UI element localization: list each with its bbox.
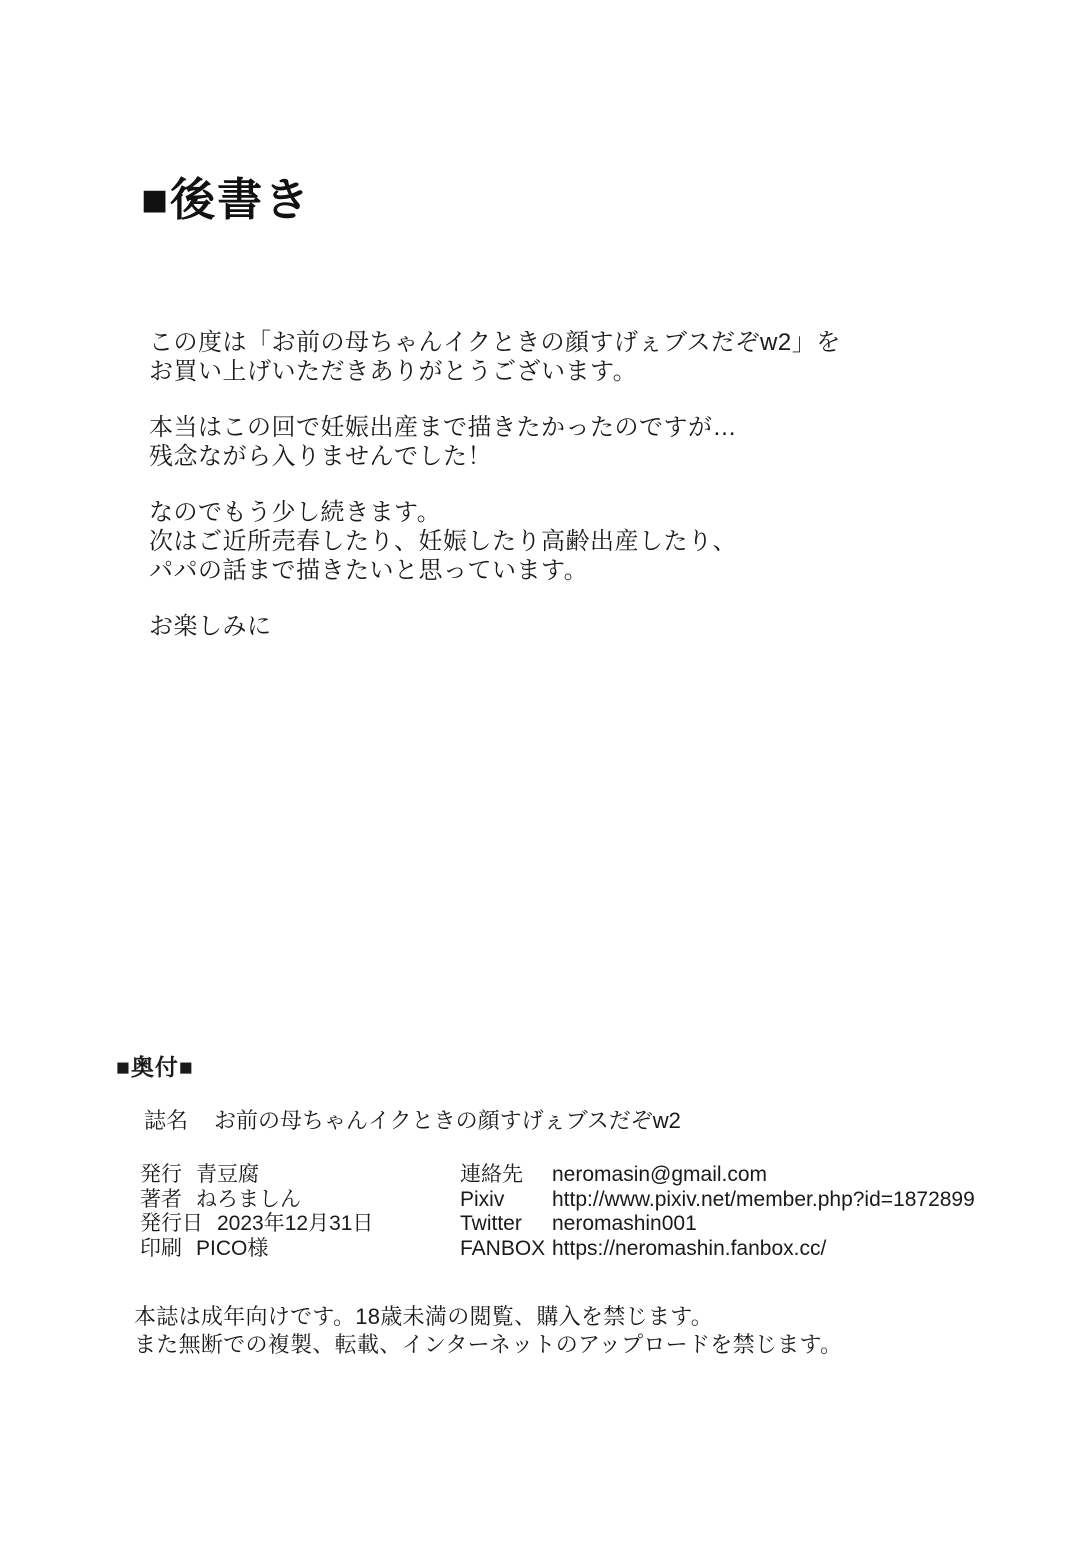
text-line: この度は「お前の母ちゃんイクときの顔すげぇブスだぞw2」を [149, 329, 841, 356]
afterword-body [149, 301, 949, 668]
colophon-publisher-column [140, 1163, 373, 1261]
magazine-title-row [144, 1104, 681, 1135]
colophon-row-label: FANBOX [460, 1236, 546, 1260]
fanbox-url: https://neromashin.fanbox.cc/ [552, 1236, 827, 1260]
colophon-row-contact-email [460, 1163, 975, 1188]
twitter-handle: neromashin001 [552, 1212, 697, 1235]
colophon-row-value: ねろましん [196, 1187, 301, 1211]
text-line: お楽しみに [149, 613, 272, 640]
text-line: 残念ながら入りませんでした！ [149, 443, 492, 470]
colophon-row-fanbox [460, 1237, 975, 1262]
magazine-title-label: 誌名 [144, 1108, 189, 1133]
colophon-row-value: 青豆腐 [196, 1163, 259, 1186]
text-line: パパの話まで描きたいと思っています。 [149, 557, 589, 584]
colophon-contact-column [460, 1163, 975, 1261]
pixiv-url: http://www.pixiv.net/member.php?id=1872899 [552, 1187, 975, 1211]
colophon-row-printer [140, 1237, 373, 1262]
colophon-row-label: 発行 [140, 1163, 182, 1186]
colophon-row-author [140, 1188, 373, 1213]
disclaimer-line: 本誌は成年向けです。18歳未満の閲覧、購入を禁じます。 [134, 1304, 714, 1329]
colophon-row-label: 印刷 [140, 1236, 182, 1260]
colophon-row-pixiv [460, 1188, 975, 1213]
magazine-title-value: お前の母ちゃんイクときの顔すげぇブスだぞw2 [214, 1108, 681, 1133]
colophon-row-label: 著者 [140, 1187, 182, 1211]
text-line: なのでもう少し続きます。 [149, 499, 442, 526]
colophon-row-value: PICO様 [196, 1236, 269, 1260]
adult-disclaimer [134, 1303, 842, 1359]
afterword-heading: ■後書き [141, 174, 312, 225]
colophon-row-label: 連絡先 [460, 1163, 523, 1186]
colophon-row-label: Pixiv [460, 1187, 505, 1211]
colophon-row-publication-date [140, 1212, 373, 1237]
text-line: お買い上げいただきありがとうございます。 [149, 358, 638, 385]
colophon-row-label: Twitter [460, 1212, 522, 1235]
colophon-heading: ■奥付■ [116, 1054, 194, 1080]
email-address: neromasin@gmail.com [552, 1163, 768, 1186]
text-line: 次はご近所売春したり、妊娠したり高齢出産したり、 [149, 528, 737, 555]
colophon-row-value: 2023年12月31日 [217, 1212, 374, 1235]
text-line: 本当はこの回で妊娠出産まで描きたかったのですが… [149, 414, 737, 441]
disclaimer-line: また無断での複製、転載、インターネットのアップロードを禁じます。 [134, 1332, 843, 1357]
colophon-row-twitter [460, 1212, 975, 1237]
colophon-row-publisher [140, 1163, 373, 1188]
colophon-row-label: 発行日 [140, 1212, 203, 1235]
